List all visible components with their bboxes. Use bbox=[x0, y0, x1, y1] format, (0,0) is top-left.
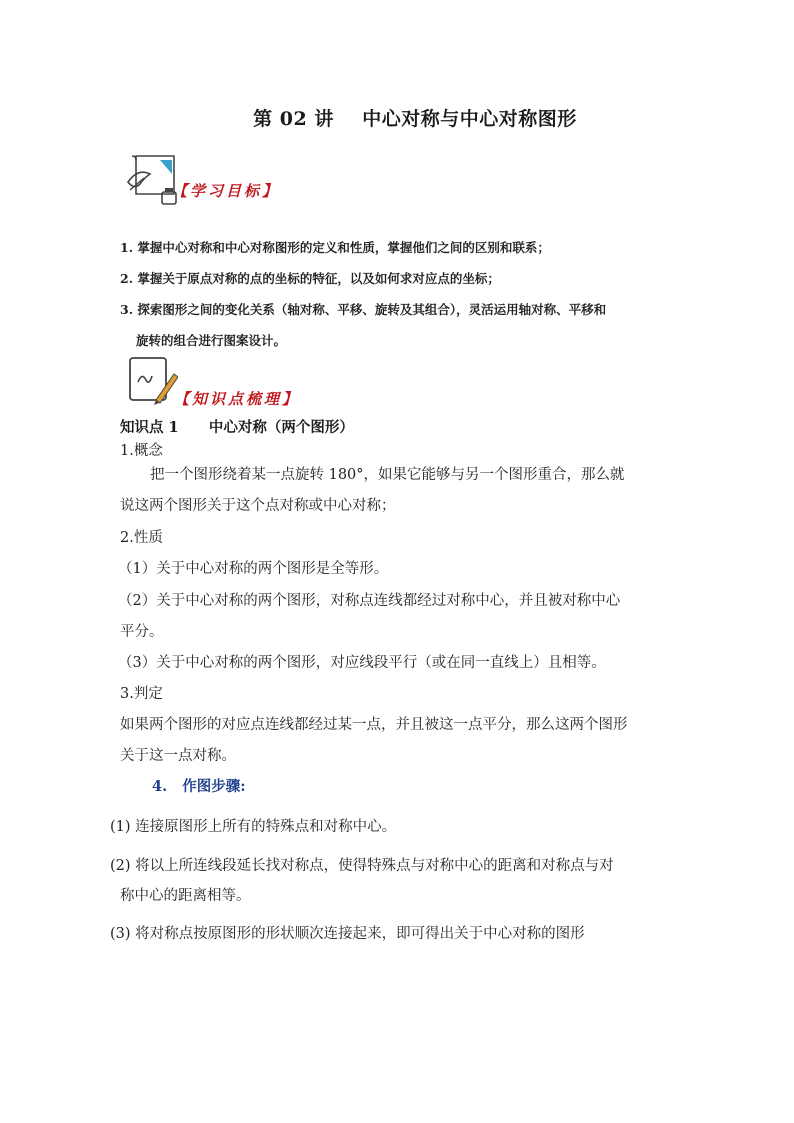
step-item: (1) 连接原图形上所有的特殊点和对称中心。 bbox=[110, 819, 397, 835]
goals-banner: 【学习目标】 bbox=[172, 182, 281, 200]
property-line: （3）关于中心对称的两个图形，对应线段平行（或在同一直线上）且相等。 bbox=[118, 655, 606, 671]
judge-line: 如果两个图形的对应点连线都经过某一点，并且被这一点平分，那么这两个图形 bbox=[120, 717, 628, 733]
notepad-pencil-icon bbox=[126, 354, 178, 406]
goal-item: 3. 探索图形之间的变化关系（轴对称、平移、旋转及其组合），灵活运用轴对称、平移和 bbox=[120, 302, 607, 317]
knowledge-point-title: 知识点 1 中心对称（两个图形） bbox=[120, 419, 354, 436]
goal-item: 1. 掌握中心对称和中心对称图形的定义和性质，掌握他们之间的区别和联系； bbox=[120, 240, 550, 255]
page-title: 第 02 讲 中心对称与中心对称图形 bbox=[253, 108, 577, 130]
property-line: （2）关于中心对称的两个图形，对称点连线都经过对称中心，并且被对称中心 bbox=[118, 593, 621, 609]
judge-line: 关于这一点对称。 bbox=[120, 748, 236, 764]
property-line: （1）关于中心对称的两个图形是全等形。 bbox=[118, 561, 389, 577]
step-item: (2) 将以上所连线段延长找对称点，使得特殊点与对称中心的距离和对称点与对 bbox=[110, 858, 614, 874]
step-item: (3) 将对称点按原图形的形状顺次连接起来，即可得出关于中心对称的图形 bbox=[110, 926, 585, 942]
goal-item: 旋转的组合进行图案设计。 bbox=[136, 333, 287, 348]
steps-heading: 4. 作图步骤: bbox=[152, 778, 246, 795]
property-line: 平分。 bbox=[120, 624, 164, 640]
section-heading: 3.判定 bbox=[120, 686, 163, 702]
section-heading: 1.概念 bbox=[120, 443, 163, 459]
step-item: 称中心的距离相等。 bbox=[120, 888, 251, 904]
goal-item: 2. 掌握关于原点对称的点的坐标的特征，以及如何求对应点的坐标； bbox=[120, 271, 500, 286]
section-heading: 2.性质 bbox=[120, 530, 163, 546]
concept-line: 说这两个图形关于这个点对称或中心对称； bbox=[120, 498, 396, 514]
knowledge-banner: 【知识点梳理】 bbox=[174, 390, 301, 408]
concept-line: 把一个图形绕着某一点旋转 180°，如果它能够与另一个图形重合，那么就 bbox=[150, 467, 625, 483]
